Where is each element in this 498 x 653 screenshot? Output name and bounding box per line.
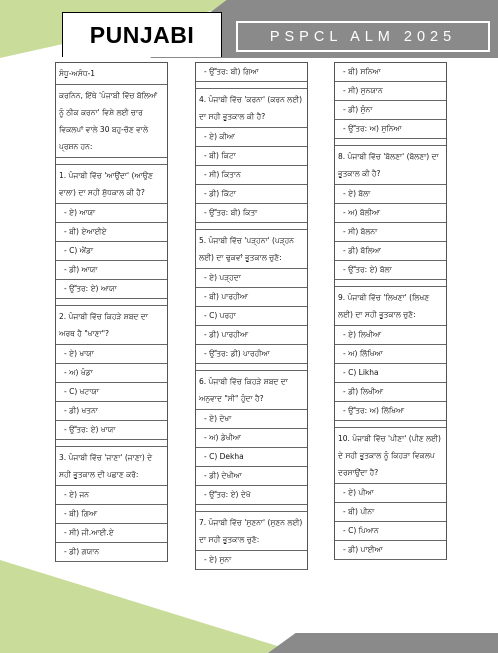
answer-option: - ਅ) ਖੰਡਾ	[56, 364, 167, 383]
answer-option: - ਬੀ) ਪੀਨਾ	[335, 503, 446, 522]
answer-option: - ਅ) ਲਿੱਖਿਆ	[335, 345, 446, 364]
answer-option: - C) ਪਿਆਨ	[335, 522, 446, 541]
answer-option: - ਏ) ਸੁਨਾ	[196, 551, 307, 570]
answer-option: - ਬੀ) ਪਾਰਹੀਆ	[196, 288, 307, 307]
answer-option: - ਅ) ਡੇਖੀਆ	[196, 429, 307, 448]
answer-option: - ਡੀ) ਖਤਨਾ	[56, 402, 167, 421]
answer-option: - ਉੱਤਰ: ਅ) ਸੁਨਿਆ	[335, 120, 446, 139]
question-text: 4. ਪੰਜਾਬੀ ਵਿੱਚ 'ਕਰਨਾ' (ਕਰਨ ਲਈ) ਦਾ ਸਹੀ ਭੂਤਕਾਲ ਕੀ ਹੈ?	[196, 89, 307, 128]
answer-option: - ਬੀ) ਕਿਟਾ	[196, 147, 307, 166]
question-column-3	[334, 62, 447, 560]
answer-option: - ਏ) ਬੋਲਾ	[335, 185, 446, 204]
answer-option: - ਏ) ਜਨ	[56, 486, 167, 505]
answer-option: - ਏ) ਕੀਆ	[196, 128, 307, 147]
row-spacer	[196, 82, 307, 89]
answer-option: - ਸੀ) ਬੋਲਨਾ	[335, 223, 446, 242]
answer-option: - ਬੀ) ਏਆਈਏ	[56, 223, 167, 242]
answer-option: - C) Likha	[335, 364, 446, 383]
question-text: ਸੰਧੂ-ਅਸੰਧ-1	[56, 63, 167, 85]
answer-option: - ਏ) ਪੜ੍ਹਦਾ	[196, 269, 307, 288]
row-spacer	[196, 364, 307, 371]
subject-title-box	[62, 12, 222, 57]
row-spacer	[56, 440, 167, 447]
decorative-green-triangle-bottom	[0, 560, 300, 653]
row-spacer	[196, 223, 307, 230]
answer-option: - ਸੀ) ਕਿਤਾਨ	[196, 166, 307, 185]
answer-option: - ਏ) ਖਾਯਾ	[56, 345, 167, 364]
answer-option: - ਬੀ) ਗਿਆ	[56, 505, 167, 524]
exam-banner-text: PSPCL ALM 2025	[269, 28, 457, 45]
answer-option: - ਉੱਤਰ: ਬੀ) ਕਿਤਾ	[196, 204, 307, 223]
answer-option: - ਉੱਤਰ: ਡੀ) ਪਾਰਹੀਆ	[196, 345, 307, 364]
question-text: 3. ਪੰਜਾਬੀ ਵਿੱਚ 'ਜਾਣਾ' (ਜਾਣਾ) ਦੇ ਸਹੀ ਭੂਤਕਾਲ ਦੀ ਪਛਾਣ ਕਰੋ:	[56, 447, 167, 486]
answer-option: - ਡੀ) ਲਿਖੀਆ	[335, 383, 446, 402]
question-text: 10. ਪੰਜਾਬੀ ਵਿੱਚ 'ਪੀਣਾ' (ਪੀਣ ਲਈ) ਦੇ ਸਹੀ ਭੂਤਕਾਲ ਨੂੰ ਕਿਹੜਾ ਵਿਕਲਪ ਦਰਸਾਉਂਦਾ ਹੈ?	[335, 428, 446, 484]
answer-option: - ਬੀ) ਸਨਿਆ	[335, 63, 446, 82]
answer-option: - ਡੀ) ਬੋਲਿਆ	[335, 242, 446, 261]
row-spacer	[335, 421, 446, 428]
row-spacer	[56, 158, 167, 165]
question-text: 7. ਪੰਜਾਬੀ ਵਿੱਚ 'ਸੁਣਨਾ' (ਸੁਣਨ ਲਈ) ਦਾ ਸਹੀ ਭੂਤਕਾਲ ਚੁਣੋ:	[196, 512, 307, 551]
answer-option: - ਡੀ) ਸੁੰਨਾ	[335, 101, 446, 120]
question-text: 9. ਪੰਜਾਬੀ ਵਿੱਚ 'ਲਿਖਣਾ' (ਲਿਖਣ ਲਈ) ਦਾ ਸਹੀ ਭੂਤਕਾਲ ਚੁਣੋ:	[335, 287, 446, 326]
row-spacer	[335, 280, 446, 287]
question-column-2	[195, 62, 308, 570]
answer-option: - ਉੱਤਰ: ਏ) ਆਯਾ	[56, 280, 167, 299]
exam-banner	[236, 21, 490, 52]
answer-option: - ਏ) ਪੀਆ	[335, 484, 446, 503]
row-spacer	[335, 139, 446, 146]
question-text: 1. ਪੰਜਾਬੀ ਵਿੱਚ 'ਆਉਂਦਾ' (ਆਉਣ ਵਾਲਾ) ਦਾ ਸਹੀ ਸ਼ੁੱਧਕਾਲ ਕੀ ਹੈ?	[56, 165, 167, 204]
question-column-1	[55, 62, 168, 562]
subject-title: PUNJABI	[89, 21, 195, 48]
answer-option: - ਡੀ) ਪਾਰਹੀਆ	[196, 326, 307, 345]
answer-option: - ਡੀ) ਦੇਖੀਆ	[196, 467, 307, 486]
answer-option: - ਏ) ਲਿਖੀਆ	[335, 326, 446, 345]
answer-option: - C) ਪਰਹਾ	[196, 307, 307, 326]
answer-option: - ਏ) ਦੇਖਾ	[196, 410, 307, 429]
answer-option: - ਏ) ਆਯਾ	[56, 204, 167, 223]
answer-option: - C) Dekha	[196, 448, 307, 467]
answer-option: - ਉੱਤਰ: ਏ) ਖਾਯਾ	[56, 421, 167, 440]
answer-option: - ਡੀ) ਪਾਈਆ	[335, 541, 446, 560]
answer-option: - ਡੀ) ਕਿੱਟਾ	[196, 185, 307, 204]
answer-option: - ਉੱਤਰ: ਅ) ਲਿੱਖਿਆ	[335, 402, 446, 421]
answer-option: - ਸੀ) ਸੁਨਯਾਨ	[335, 82, 446, 101]
answer-option: - ਉੱਤਰ: ਏ) ਬੋਲਾ	[335, 261, 446, 280]
answer-option: - ਸੀ) ਜੀ.ਆਈ.ਏ	[56, 524, 167, 543]
question-text: 5. ਪੰਜਾਬੀ ਵਿੱਚ 'ਪੜ੍ਹਨਾ' (ਪੜ੍ਹਨ ਲਈ) ਦਾ ਢੁਕਵਾਂ ਭੂਤਕਾਲ ਚੁਣੋ:	[196, 230, 307, 269]
row-spacer	[56, 299, 167, 306]
decorative-gray-band-bottom	[268, 633, 498, 653]
answer-option: - ਡੀ) ਆਯਾ	[56, 261, 167, 280]
answer-option: - ਅ) ਬੋਲੀਆ	[335, 204, 446, 223]
question-text: ਕਰਨਿਨ, ਇੱਥੇ 'ਪੰਜਾਬੀ ਵਿੱਚ ਬੋਲਿਆਂ ਨੂੰ ਠੀਕ ਕਰਨਾ' ਵਿਸ਼ੇ ਲਈ ਚਾਰ ਵਿਕਲਪਾਂ ਵਾਲੇ 30 ਬਹੁ-ਚੋਣ ਵਾਲੇ ਪ੍ਰਸ਼ਨ ਹਨ:	[56, 85, 167, 158]
question-text: 6. ਪੰਜਾਬੀ ਵਿੱਚ ਕਿਹੜੇ ਸ਼ਬਦ ਦਾ ਅਨੁਵਾਦ "ਸੀ" ਹੁੰਦਾ ਹੈ?	[196, 371, 307, 410]
question-text: 8. ਪੰਜਾਬੀ ਵਿੱਚ 'ਬੋਲਣਾ' (ਬੋਲਣਾ) ਦਾ ਭੂਤਕਾਲ ਕੀ ਹੈ?	[335, 146, 446, 185]
answer-option: - C) ਖਟਾਯਾ	[56, 383, 167, 402]
answer-option: - C) ਐਂਡਾ	[56, 242, 167, 261]
question-text: 2. ਪੰਜਾਬੀ ਵਿੱਚ ਕਿਹੜੇ ਸ਼ਬਦ ਦਾ ਅਰਥ ਹੈ "ਖਾਣਾ"?	[56, 306, 167, 345]
answer-option: - ਡੀ) ਗਯਾਨ	[56, 543, 167, 562]
answer-option: - ਉੱਤਰ: ਏ) ਦੇਖੋ	[196, 486, 307, 505]
answer-option: - ਉੱਤਰ: ਬੀ) ਗਿਆ	[196, 63, 307, 82]
row-spacer	[196, 505, 307, 512]
